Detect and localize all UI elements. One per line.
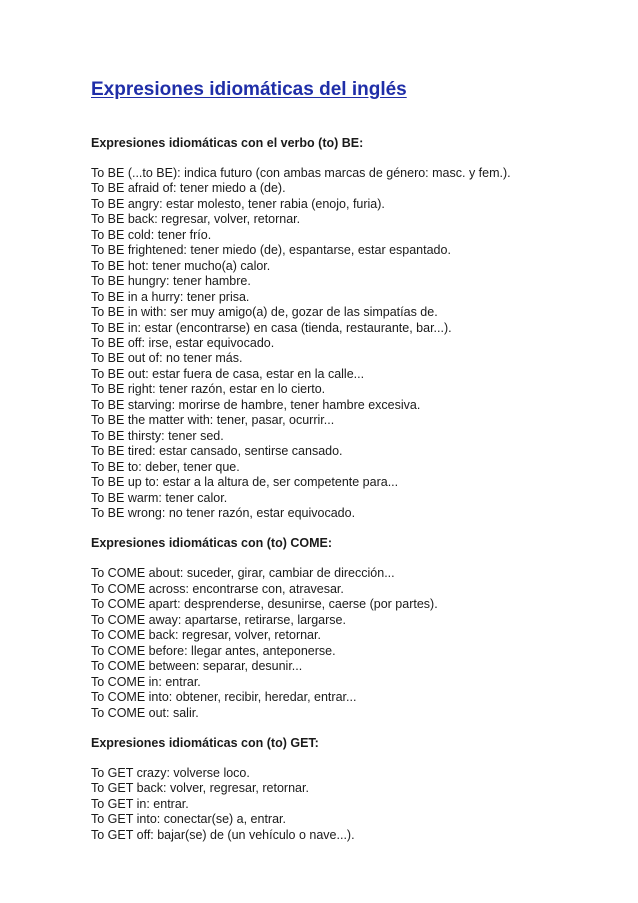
list-item: To COME before: llegar antes, anteponerse. — [91, 643, 336, 658]
list-item: To GET crazy: volverse loco. — [91, 765, 250, 780]
list-item: To BE angry: estar molesto, tener rabia (enojo, furia). — [91, 196, 385, 211]
list-item: To BE frightened: tener miedo (de), espantarse, estar espantado. — [91, 243, 451, 258]
entry-list — [91, 166, 621, 521]
list-item: To BE afraid of: tener miedo a (de). — [91, 181, 286, 196]
list-item: To COME back: regresar, volver, retornar. — [91, 628, 321, 643]
list-item: To BE in a hurry: tener prisa. — [91, 289, 250, 304]
list-item: To COME away: apartarse, retirarse, largarse. — [91, 612, 346, 627]
section-3 — [91, 736, 621, 843]
list-item: To BE back: regresar, volver, retornar. — [91, 212, 301, 227]
list-item: To COME into: obtener, recibir, heredar, entrar... — [91, 690, 357, 705]
list-item: To BE the matter with: tener, pasar, ocurrir... — [91, 413, 335, 428]
section-heading: Expresiones idiomáticas con el verbo (to) BE: — [91, 136, 364, 150]
list-item: To BE right: tener razón, estar en lo cierto. — [91, 382, 326, 397]
list-item: To BE out of: no tener más. — [91, 351, 243, 366]
list-item: To BE off: irse, estar equivocado. — [91, 335, 275, 350]
sections-container — [91, 136, 621, 843]
list-item: To COME in: entrar. — [91, 674, 201, 689]
list-item: To BE tired: estar cansado, sentirse cansado. — [91, 444, 343, 459]
list-item: To BE (...to BE): indica futuro (con ambas marcas de género: masc. y fem.). — [91, 166, 511, 180]
list-item: To BE thirsty: tener sed. — [91, 428, 224, 443]
list-item: To COME apart: desprenderse, desunirse, caerse (por partes). — [91, 597, 438, 612]
list-item: To BE up to: estar a la altura de, ser competente para... — [91, 475, 399, 490]
section-2 — [91, 536, 621, 721]
list-item: To BE cold: tener frío. — [91, 227, 212, 242]
list-item: To COME about: suceder, girar, cambiar de dirección... — [91, 566, 395, 581]
document-page — [91, 78, 621, 858]
document-title: Expresiones idiomáticas del inglés — [91, 79, 407, 100]
list-item: To BE hot: tener mucho(a) calor. — [91, 258, 271, 273]
section-1 — [91, 136, 621, 521]
list-item: To COME out: salir. — [91, 705, 199, 720]
list-item: To COME between: separar, desunir... — [91, 659, 303, 674]
list-item: To BE to: deber, tener que. — [91, 459, 240, 474]
list-item: To GET off: bajar(se) de (un vehículo o nave...). — [91, 827, 355, 842]
list-item: To GET into: conectar(se) a, entrar. — [91, 812, 286, 827]
list-item: To BE out: estar fuera de casa, estar en la calle... — [91, 366, 365, 381]
list-item: To COME across: encontrarse con, atravesar. — [91, 581, 344, 596]
list-item: To BE in with: ser muy amigo(a) de, gozar de las simpatías de. — [91, 305, 438, 320]
entry-list — [91, 566, 621, 721]
entry-list — [91, 766, 621, 843]
section-heading: Expresiones idiomáticas con (to) GET: — [91, 735, 319, 750]
list-item: To BE starving: morirse de hambre, tener hambre excesiva. — [91, 397, 421, 412]
list-item: To GET in: entrar. — [91, 796, 189, 811]
list-item: To BE in: estar (encontrarse) en casa (tienda, restaurante, bar...). — [91, 320, 452, 335]
list-item: To BE hungry: tener hambre. — [91, 274, 251, 289]
list-item: To BE wrong: no tener razón, estar equivocado. — [91, 505, 356, 520]
list-item: To BE warm: tener calor. — [91, 490, 228, 505]
section-heading: Expresiones idiomáticas con (to) COME: — [91, 536, 333, 551]
list-item: To GET back: volver, regresar, retornar. — [91, 781, 309, 796]
